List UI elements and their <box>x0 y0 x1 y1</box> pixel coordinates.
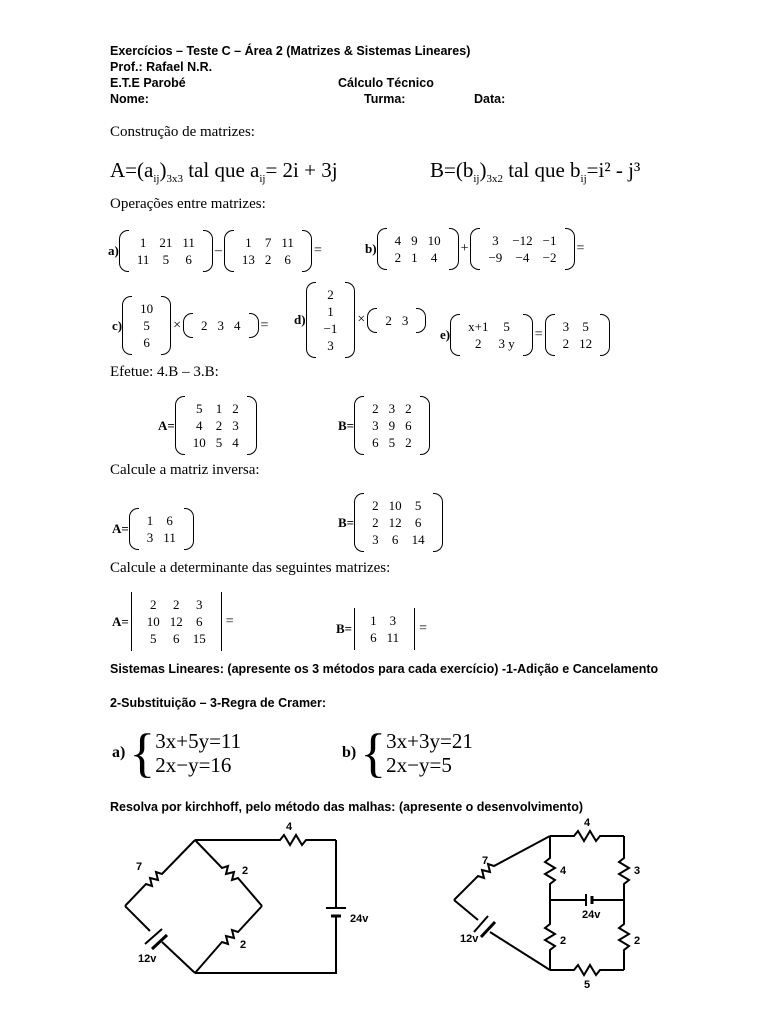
matrix-cell: 15 <box>192 631 206 646</box>
matrix-cell: 6 <box>391 532 399 547</box>
matrix-cell: 2 <box>201 318 208 333</box>
matrix-table <box>319 286 343 354</box>
matrix-row <box>319 303 343 320</box>
c2-voltage-left-label: 12v <box>460 933 479 945</box>
matrix-cell: 14 <box>411 532 425 547</box>
matrix-row <box>188 400 244 417</box>
matrix-cell: 5 <box>582 319 589 334</box>
matrix-cell: 1 <box>370 613 377 628</box>
matrix-b-rule: $B=(b_{ij})_{3x2}$ tal que $b_{ij}=i^2 - j^3$ <box>430 158 641 186</box>
matrix-table <box>365 612 404 646</box>
matrix-cell: 3 <box>389 613 397 628</box>
matrix-cell: x+1 <box>468 319 489 334</box>
efetue-matrix-a: A= 5 1 2 4 2 3 10 5 4 <box>158 396 257 455</box>
matrix-cell: 10 <box>427 233 441 248</box>
system-b: b) { 3x+3y=21 2x−y=5 <box>342 723 473 783</box>
matrix-cell: 11 <box>281 235 294 250</box>
c2-resistor-left-label: 7 <box>482 855 489 867</box>
matrix-row <box>558 335 598 352</box>
matrix-cell: 1 <box>411 250 418 265</box>
matrix-cell: 3 <box>372 418 379 433</box>
matrix-a-rule: $A=(a_{ij})_{3x3}$ tal que $a_{ij}= 2i + 3j$ <box>110 158 338 186</box>
matrix-cell: 3 <box>217 318 225 333</box>
exercise-op-d: d) 2 1 −1 3 × 2 3 <box>294 282 426 358</box>
matrix-table <box>142 512 181 546</box>
matrix-row <box>390 232 446 249</box>
section-determinante: Calcule a determinante das seguintes matrizes: <box>110 560 391 576</box>
matrix-row <box>135 334 158 351</box>
c1-voltage-right-label: 24v <box>350 913 369 925</box>
matrix-cell: 4 <box>394 233 402 248</box>
matrix-cell: 1 <box>245 235 252 250</box>
matrix-cell: 2 <box>215 418 223 433</box>
matrix-cell: 6 <box>372 435 379 450</box>
matrix-cell: 6 <box>370 630 377 645</box>
matrix-cell: 6 <box>166 513 173 528</box>
matrix-cell: −4 <box>515 250 530 265</box>
matrix-cell: 2 <box>327 287 334 302</box>
matrix-cell: 3 y <box>498 336 515 351</box>
matrix-row <box>319 337 343 354</box>
matrix-cell: 3 <box>562 319 570 334</box>
matrix-cell: 9 <box>411 233 418 248</box>
matrix-cell: 1 <box>139 235 147 250</box>
matrix-row <box>367 434 417 451</box>
matrix-cell: 7 <box>264 235 272 250</box>
matrix-row <box>135 300 158 317</box>
matrix-cell: 2 <box>475 336 482 351</box>
matrix-row <box>142 596 211 613</box>
matrix-row <box>367 400 417 417</box>
matrix-cell: 21 <box>159 235 173 250</box>
matrix-cell: 6 <box>196 614 203 629</box>
matrix-row <box>132 251 200 268</box>
c2-voltage-mid-label: 24v <box>582 909 601 921</box>
matrix-table <box>483 232 561 266</box>
matrix-cell: 3 <box>327 338 334 353</box>
determinante-matrix-a: A= 2 2 3 10 12 6 5 6 15 = <box>112 592 236 651</box>
matrix-cell: 3 <box>401 312 409 328</box>
matrix-cell: 12 <box>388 515 402 530</box>
brace-icon: { <box>129 723 156 783</box>
matrix-row <box>367 531 430 548</box>
matrix-table <box>367 400 417 451</box>
doc-title: Exercícios – Teste C – Área 2 (Matrizes & Sistemas Lineares) <box>110 44 471 58</box>
inversa-matrix-a: A= 1 6 3 11 <box>112 508 194 550</box>
matrix-cell: 2 <box>372 498 379 513</box>
exercise-op-e: e) x+1 5 2 3 y = 3 5 2 12 <box>440 314 610 356</box>
c2-resistor-inner1-label: 4 <box>560 865 567 877</box>
matrix-cell: 5 <box>388 435 396 450</box>
matrix-cell: 2 <box>394 250 402 265</box>
matrix-row <box>390 249 446 266</box>
matrix-row <box>142 512 181 529</box>
matrix-row <box>319 320 343 337</box>
section-operacoes: Operações entre matrizes: <box>110 196 266 212</box>
matrix-cell: 12 <box>169 614 183 629</box>
matrix-table <box>142 596 211 647</box>
section-kirchhoff: Resolva por kirchhoff, pelo método das malhas: (apresente o desenvolvimento) <box>110 800 584 814</box>
matrix-row <box>132 234 200 251</box>
matrix-table <box>237 234 299 268</box>
matrix-cell: 5 <box>503 319 510 334</box>
name-label: Nome: <box>110 92 149 106</box>
school: E.T.E Parobé <box>110 76 186 90</box>
matrix-cell: 10 <box>388 498 402 513</box>
matrix-row <box>365 612 404 629</box>
matrix-cell: 9 <box>388 418 396 433</box>
matrix-row <box>365 629 404 646</box>
matrix-cell: 6 <box>143 335 150 350</box>
matrix-cell: 2 <box>372 401 379 416</box>
matrix-cell: 1 <box>146 513 154 528</box>
matrix-table <box>463 318 520 352</box>
matrix-cell: 2 <box>372 515 379 530</box>
matrix-row <box>558 318 598 335</box>
matrix-cell: 2 <box>173 597 180 612</box>
section-efetue: Efetue: 4.B – 3.B: <box>110 364 219 380</box>
matrix-row <box>483 232 561 249</box>
c2-resistor-right1-label: 3 <box>634 865 641 877</box>
determinante-matrix-b: B= 1 3 6 11 = <box>336 608 429 650</box>
matrix-cell: 6 <box>405 418 412 433</box>
matrix-cell: 3 <box>146 530 154 545</box>
class-label: Turma: <box>364 92 406 106</box>
matrix-cell: 6 <box>414 515 422 530</box>
section-sistemas: Sistemas Lineares: (apresente os 3 métodos para cada exercício) -1-Adição e Cancelamento <box>110 662 659 676</box>
matrix-cell: 10 <box>192 435 206 450</box>
matrix-cell: 6 <box>185 252 192 267</box>
matrix-cell: 11 <box>163 530 176 545</box>
circuit-1-diagram <box>110 818 370 978</box>
matrix-cell: 12 <box>579 336 593 351</box>
matrix-row <box>142 613 211 630</box>
matrix-cell: 11 <box>136 252 150 267</box>
c1-resistor-top-label: 4 <box>286 821 293 833</box>
matrix-cell: 3 <box>388 401 396 416</box>
c1-resistor-mid2-label: 2 <box>240 939 247 951</box>
matrix-cell: −12 <box>512 233 533 248</box>
matrix-row <box>142 529 181 546</box>
matrix-cell: 2 <box>150 597 157 612</box>
matrix-cell: −1 <box>542 233 557 248</box>
matrix-row <box>188 434 244 451</box>
exercise-op-c: c) 10 5 6 × 2 3 4 = <box>112 296 270 355</box>
exercise-op-a: a) 1 21 11 11 5 6 – 1 7 11 13 2 6 = <box>108 230 324 272</box>
matrix-table <box>558 318 598 352</box>
matrix-cell: 5 <box>414 498 422 513</box>
matrix-cell: 4 <box>196 418 203 433</box>
matrix-cell: 1 <box>327 304 334 319</box>
matrix-table <box>188 400 244 451</box>
matrix-cell: −9 <box>488 250 503 265</box>
matrix-row <box>463 335 520 352</box>
matrix-cell: 2 <box>562 336 570 351</box>
matrix-cell: 3 <box>372 532 379 547</box>
matrix-cell: 2 <box>264 252 272 267</box>
matrix-cell: 2 <box>385 312 392 328</box>
matrix-cell: 11 <box>386 630 400 645</box>
c2-resistor-bottom-label: 5 <box>584 979 591 991</box>
matrix-cell: 4 <box>234 318 241 333</box>
matrix-table <box>367 497 430 548</box>
matrix-row <box>319 286 343 303</box>
course: Cálculo Técnico <box>338 76 434 90</box>
section-sistemas-methods: 2-Substituição – 3-Regra de Cramer: <box>110 696 327 710</box>
matrix-row <box>237 234 299 251</box>
matrix-row <box>196 317 246 334</box>
matrix-table <box>132 234 200 268</box>
matrix-cell: 5 <box>215 435 223 450</box>
brace-icon: { <box>360 723 387 783</box>
c2-resistor-top-label: 4 <box>584 817 591 829</box>
matrix-cell: 10 <box>146 614 160 629</box>
matrix-table <box>380 312 413 329</box>
matrix-cell: 6 <box>173 631 180 646</box>
matrix-cell: 4 <box>430 250 438 265</box>
matrix-cell: 5 <box>150 631 157 646</box>
matrix-table <box>196 317 246 334</box>
matrix-cell: 11 <box>182 235 195 250</box>
professor: Prof.: Rafael N.R. <box>110 60 213 74</box>
matrix-row <box>188 417 244 434</box>
matrix-cell: 10 <box>140 301 154 316</box>
c1-resistor-mid1-label: 2 <box>242 865 249 877</box>
matrix-cell: 1 <box>215 401 223 416</box>
matrix-row <box>463 318 520 335</box>
section-inversa: Calcule a matriz inversa: <box>110 462 260 478</box>
matrix-row <box>142 630 211 647</box>
matrix-cell: 13 <box>241 252 255 267</box>
matrix-cell: 5 <box>162 252 170 267</box>
efetue-matrix-b: B= 2 3 2 3 9 6 6 5 2 <box>338 396 430 455</box>
circuit-2-diagram <box>448 816 658 992</box>
inversa-matrix-b: B= 2 10 5 2 12 6 3 6 14 <box>338 493 443 552</box>
matrix-row <box>237 251 299 268</box>
matrix-cell: 3 <box>196 597 203 612</box>
matrix-cell: 2 <box>405 435 412 450</box>
matrix-cell: 2 <box>405 401 412 416</box>
matrix-cell: 6 <box>284 252 291 267</box>
matrix-cell: 3 <box>492 233 499 248</box>
matrix-row <box>367 514 430 531</box>
exercise-op-b: b) 4 9 10 2 1 4 + 3 −12 −1 −9 −4 −2 = <box>365 228 586 270</box>
matrix-table <box>135 300 158 351</box>
date-label: Data: <box>474 92 506 106</box>
c2-resistor-inner2-label: 2 <box>560 935 567 947</box>
c2-resistor-right2-label: 2 <box>634 935 641 947</box>
matrix-table <box>390 232 446 266</box>
matrix-cell: −2 <box>542 250 557 265</box>
c1-voltage-left-label: 12v <box>138 953 157 965</box>
matrix-cell: 5 <box>196 401 203 416</box>
matrix-row <box>135 317 158 334</box>
matrix-row <box>367 417 417 434</box>
system-a: a) { 3x+5y=11 2x−y=16 <box>112 723 242 783</box>
matrix-cell: −1 <box>323 321 338 336</box>
matrix-cell: 5 <box>143 318 150 333</box>
matrix-row <box>367 497 430 514</box>
matrix-row <box>380 312 413 329</box>
matrix-cell: 2 <box>232 401 239 416</box>
matrix-row <box>483 249 561 266</box>
matrix-cell: 4 <box>232 435 239 450</box>
c1-resistor-left-label: 7 <box>136 861 143 873</box>
section-construcao: Construção de matrizes: <box>110 124 255 140</box>
matrix-cell: 3 <box>232 418 239 433</box>
